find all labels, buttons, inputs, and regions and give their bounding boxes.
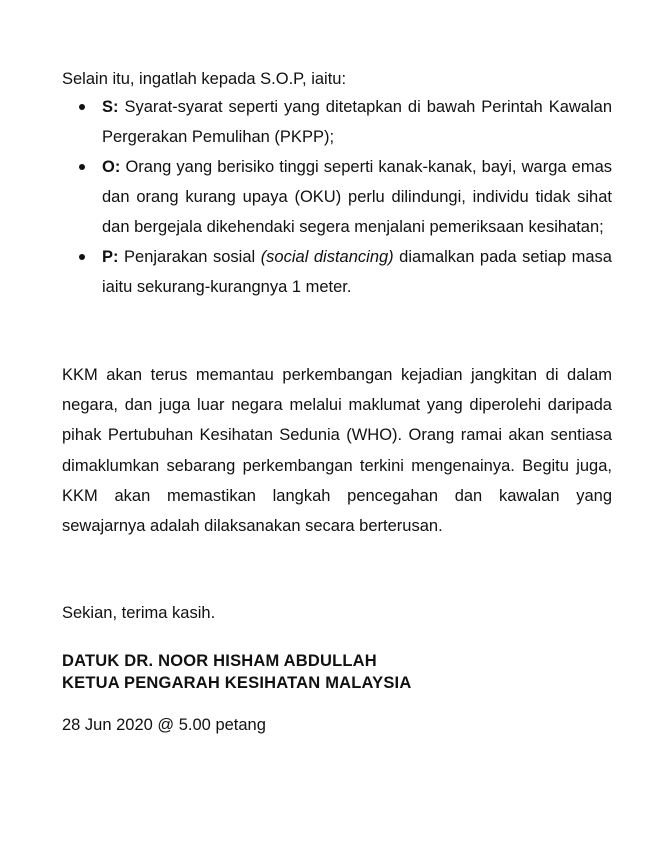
body-paragraph: KKM akan terus memantau perkembangan kejadian jangkitan di dalam negara, dan juga luar negara melalui maklumat yang diperolehi daripada pihak Pertubuhan Kesihatan Sedunia (WHO). Orang ramai akan sentiasa dimaklumkan sebarang perkembangan terkini mengenainya. Begitu juga, KKM akan memastikan langkah pencegahan dan kawalan yang sewajarnya adalah dilaksanakan secara berterusan. xyxy=(62,366,612,536)
signatory-title: KETUA PENGARAH KESIHATAN MALAYSIA xyxy=(62,674,412,692)
bullet-icon xyxy=(79,104,85,110)
sop-letter: P: xyxy=(102,248,119,266)
closing-text: Sekian, terima kasih. xyxy=(62,604,216,622)
signature-block xyxy=(62,650,411,694)
statement-date: 28 Jun 2020 @ 5.00 petang xyxy=(62,716,266,734)
sop-item-p xyxy=(62,242,612,302)
sop-item-o xyxy=(62,152,612,242)
sop-text: Orang yang berisiko tinggi seperti kanak-kanak, bayi, warga emas dan orang kurang upaya (OKU) perlu dilindungi, individu tidak sihat dan bergejala dikehendaki segera menjalani pemeriksaan kesihatan; xyxy=(102,158,612,236)
bullet-icon xyxy=(79,254,85,260)
intro-text: Selain itu, ingatlah kepada S.O.P, iaitu: xyxy=(62,70,347,88)
sop-item-s xyxy=(62,92,612,152)
sop-letter: O: xyxy=(102,158,121,176)
sop-text: diamalkan pada setiap masa iaitu sekurang-kurangnya 1 meter. xyxy=(102,248,612,296)
sop-text: Syarat-syarat seperti yang ditetapkan di bawah Perintah Kawalan Pergerakan Pemulihan (PKPP); xyxy=(102,98,612,146)
sop-letter: S: xyxy=(102,98,119,116)
sop-text: Penjarakan sosial xyxy=(118,248,261,266)
sop-text-italic: (social distancing) xyxy=(260,248,394,266)
sop-list xyxy=(62,92,612,302)
bullet-icon xyxy=(79,164,85,170)
signatory-name: DATUK DR. NOOR HISHAM ABDULLAH xyxy=(62,652,377,670)
